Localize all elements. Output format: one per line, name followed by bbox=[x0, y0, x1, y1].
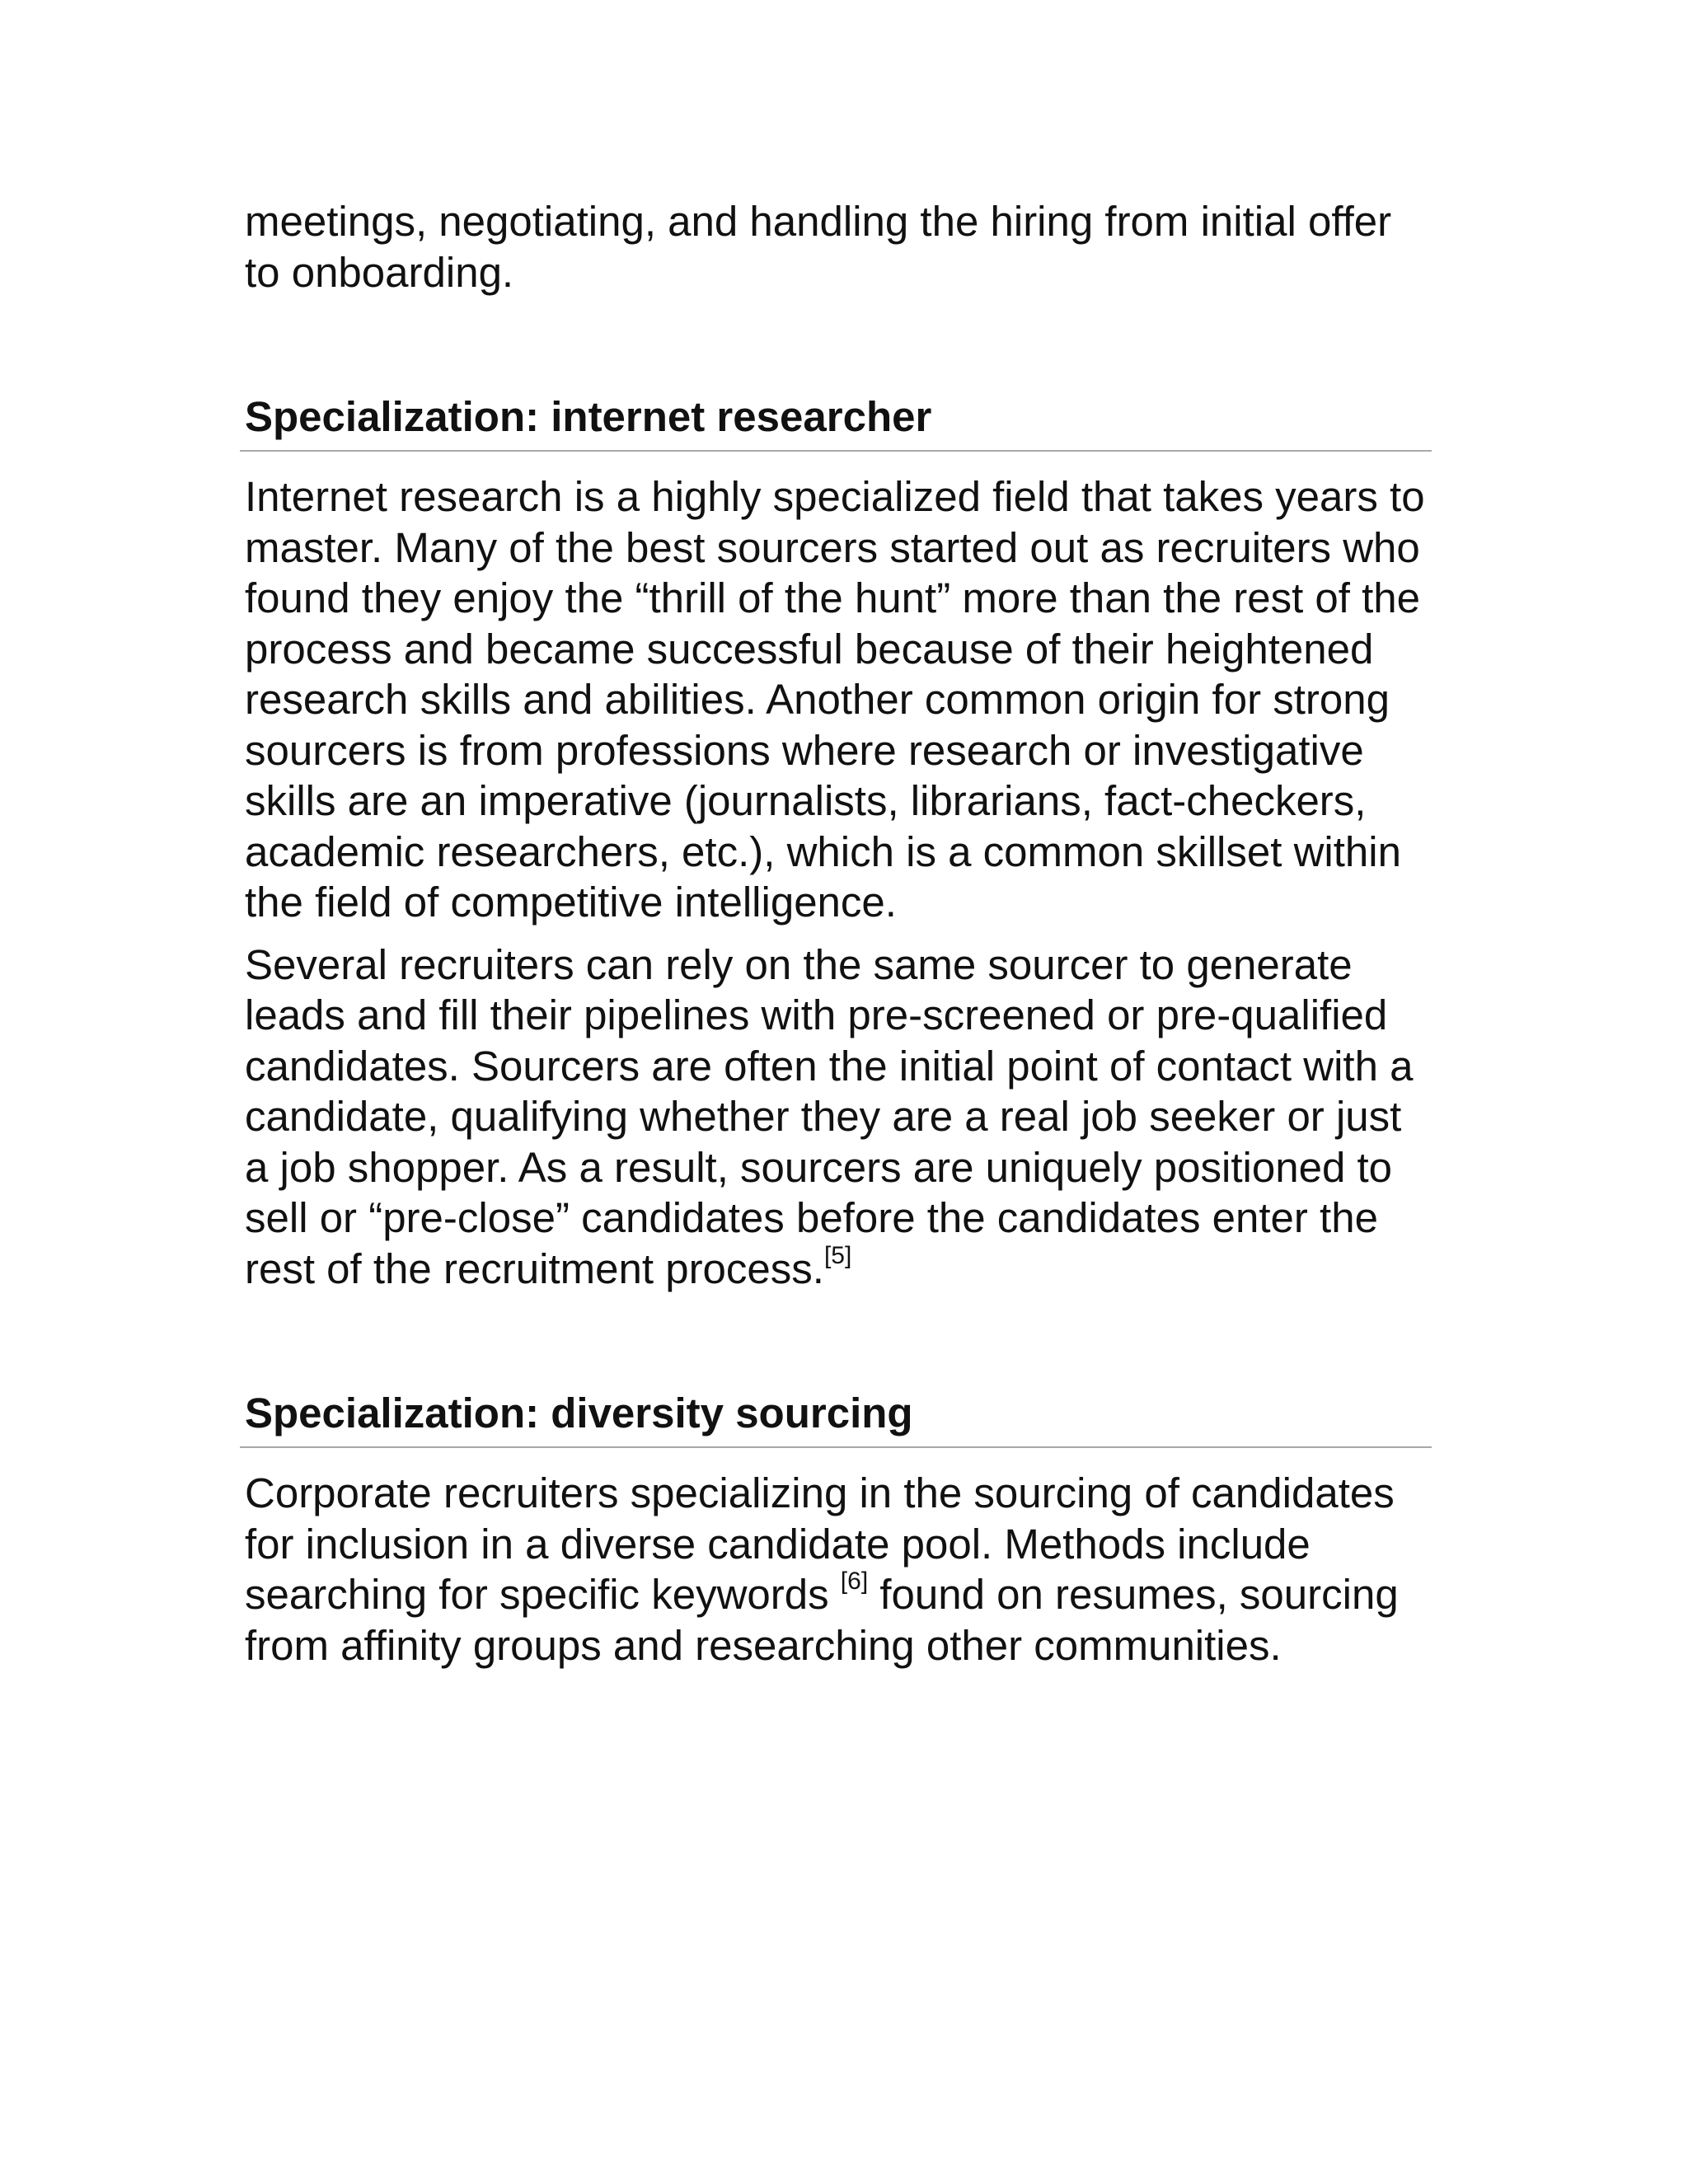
body-paragraph bbox=[245, 940, 1432, 1295]
section-diversity-sourcing bbox=[245, 1388, 1432, 1671]
section-internet-researcher bbox=[245, 391, 1432, 1294]
body-paragraph: Internet research is a highly specialized field that takes years to master. Many of the best sourcers started out as recruiters who found they enjoy the “thrill of the hunt” more than the rest of the process and became successful because of their heightened research skills and abilities. Another common origin for strong sourcers is from professions where research or investigative skills are an imperative (journalists, librarians, fact-checkers, academic researchers, etc.), which is a common skillset within the field of competitive intelligence. bbox=[245, 473, 1425, 926]
section-heading: Specialization: internet researcher bbox=[240, 391, 1432, 452]
reference-link[interactable]: [6] bbox=[840, 1568, 869, 1595]
body-paragraph bbox=[245, 1468, 1432, 1671]
section-heading: Specialization: diversity sourcing bbox=[240, 1388, 1432, 1448]
intro-paragraph: meetings, negotiating, and handling the hiring from initial offer to onboarding. bbox=[245, 198, 1392, 296]
document-page bbox=[245, 196, 1432, 1671]
paragraph-text: Corporate recruiters specializing in the sourcing of candidates for inclusion in a diverse candidate pool. Methods include searching for specific keywords bbox=[245, 1469, 1395, 1618]
paragraph-text: found on resumes, sourcing from affinity groups and researching other communities. bbox=[245, 1571, 1399, 1669]
paragraph-text: Several recruiters can rely on the same sourcer to generate leads and fill their pipelines with pre-screened or pre-qualified candidates. Sourcers are often the initial point of contact with a candidate, qualifying whether they are a real job seeker or just a job shopper. As a result, sourcers are uniquely positioned to sell or “pre-close” candidates before the candidates enter the rest of the recruitment process. bbox=[245, 940, 1414, 1292]
reference-link[interactable]: [5] bbox=[823, 1241, 852, 1269]
